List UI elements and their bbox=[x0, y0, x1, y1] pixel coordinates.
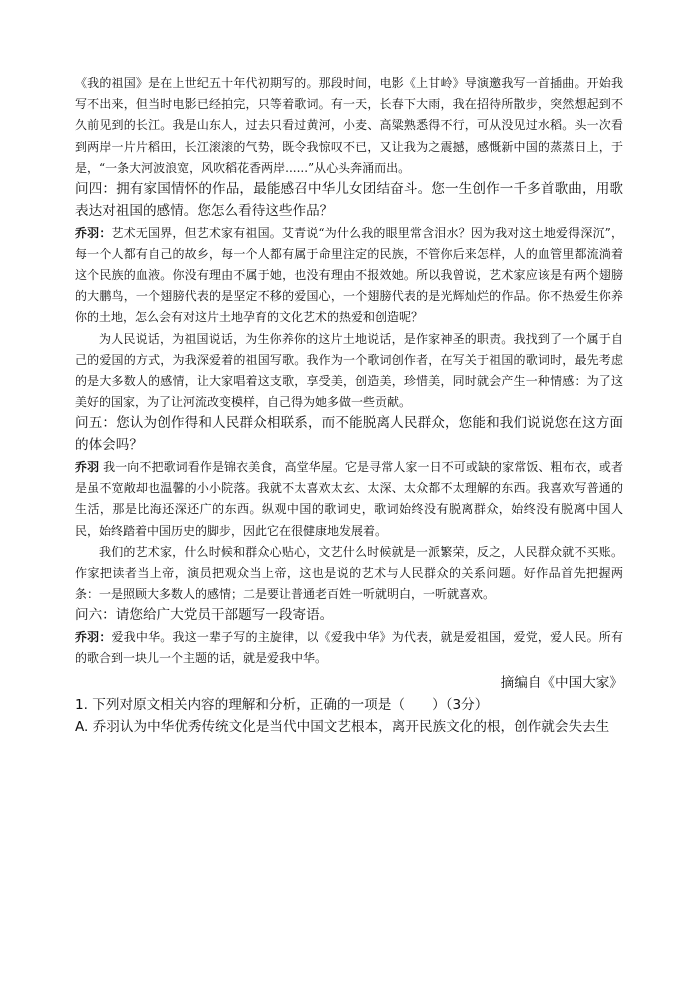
speaker-label: 乔羽 bbox=[75, 460, 100, 475]
answer-4-paragraph-1 bbox=[75, 223, 623, 329]
speaker-label: 乔羽： bbox=[75, 630, 112, 645]
question-6: 问六：请您给广大党员干部题写一段寄语。 bbox=[75, 607, 334, 624]
speaker-label: 乔羽： bbox=[75, 225, 112, 240]
answer-5-text-1: 我一向不把歌词看作是锦衣美食，高堂华屋。它是寻常人家一日不可或缺的家常饭、粗布衣，或者是虽不宽敞却也温馨的小小院落。我就不太喜欢太玄、太深、太众都不太理解的东西。我喜欢写普通的生活，那是比海还深还广的东西。纵观中国的歌词史，歌词始终没有脱离群众，始终没有脱离中国人民，始终踏着中国历史的脚步，因此它在很健康地发展着。 bbox=[75, 460, 623, 538]
intro-paragraph: 《我的祖国》是在上世纪五十年代初期写的。那段时间，电影《上甘岭》导演邀我写一首插曲。开始我写不出来，但当时电影已经拍完，只等着歌词。有一天，长春下大雨，我在招待所散步，突然想起到不久前见到的长江。我是山东人，过去只看过黄河，小麦、高粱熟悉得不行，可从没见过水稻。头一次看到两岸一片片稻田，长江滚滚的气势，既令我惊叹不已，又让我为之震撼，感慨新中国的蒸蒸日上，于是，“一条大河波浪宽，风吹稻花香两岸......”从心头奔涌而出。 bbox=[75, 76, 623, 175]
answer-5-paragraph-2: 我们的艺术家，什么时候和群众心贴心，文艺什么时候就是一派繁荣，反之，人民群众就不买账。作家把读者当上帝，演员把观众当上帝，这也是说的艺术与人民群众的关系问题。好作品首先把握两条：一是照顾大多数人的感情；二是要让普通老百姓一听就明白，一听就喜欢。 bbox=[75, 544, 623, 602]
source-attribution: 摘编自《中国大家》 bbox=[500, 674, 623, 691]
exercise-option-a: A. 乔羽认为中华优秀传统文化是当代中国文艺根本，离开民族文化的根，创作就会失去生 bbox=[75, 718, 610, 735]
question-5: 问五：您认为创作得和人民群众相联系，而不能脱离人民群众，您能和我们说说您在这方面的体会吗？ bbox=[75, 415, 623, 454]
answer-6-text: 爱我中华。我这一辈子写的主旋律，以《爱我中华》为代表，就是爱祖国，爱党，爱人民。所有的歌合到一块儿一个主题的话，就是爱我中华。 bbox=[75, 630, 623, 666]
question-4: 问四：拥有家国情怀的作品，最能感召中华儿女团结奋斗。您一生创作一千多首歌曲，用歌表达对祖国的感情。您怎么看待这些作品？ bbox=[75, 181, 623, 219]
exercise-question-1: 1. 下列对原文相关内容的理解和分析，正确的一项是（ ）（3分） bbox=[75, 696, 489, 713]
answer-4-text-1: 艺术无国界，但艺术家有祖国。艾青说“为什么我的眼里常含泪水？因为我对这土地爱得深沉”，每一个人都有自己的故乡，每一个人都有属于命里注定的民族，不管你后来怎样，人的血管里都流淌着这个民族的血液。你没有理由不属于她，也没有理由不报效她。所以我曾说，艺术家应该是有两个翅膀的大鹏鸟，一个翅膀代表的是坚定不移的爱国心，一个翅膀代表的是光辉灿烂的作品。你不热爱生你养你的土地，怎么会有对这片土地孕育的文化艺术的热爱和创造呢？ bbox=[75, 225, 623, 325]
article-body bbox=[75, 73, 623, 738]
answer-5-paragraph-1 bbox=[75, 457, 623, 542]
answer-4-paragraph-2: 为人民说话，为祖国说话，为生你养你的这片土地说话，是作家神圣的职责。我找到了一个属于自己的爱国的方式，为我深爱着的祖国写歌。我作为一个歌词创作者，在写关于祖国的歌词时，最先考虑的是大多数人的感情，让大家唱着这支歌，享受美，创造美，珍惜美，同时就会产生一种情感：为了这美好的国家，为了让河流改变模样，自己得为她多做一些贡献。 bbox=[75, 331, 623, 410]
answer-6-paragraph bbox=[75, 627, 623, 669]
